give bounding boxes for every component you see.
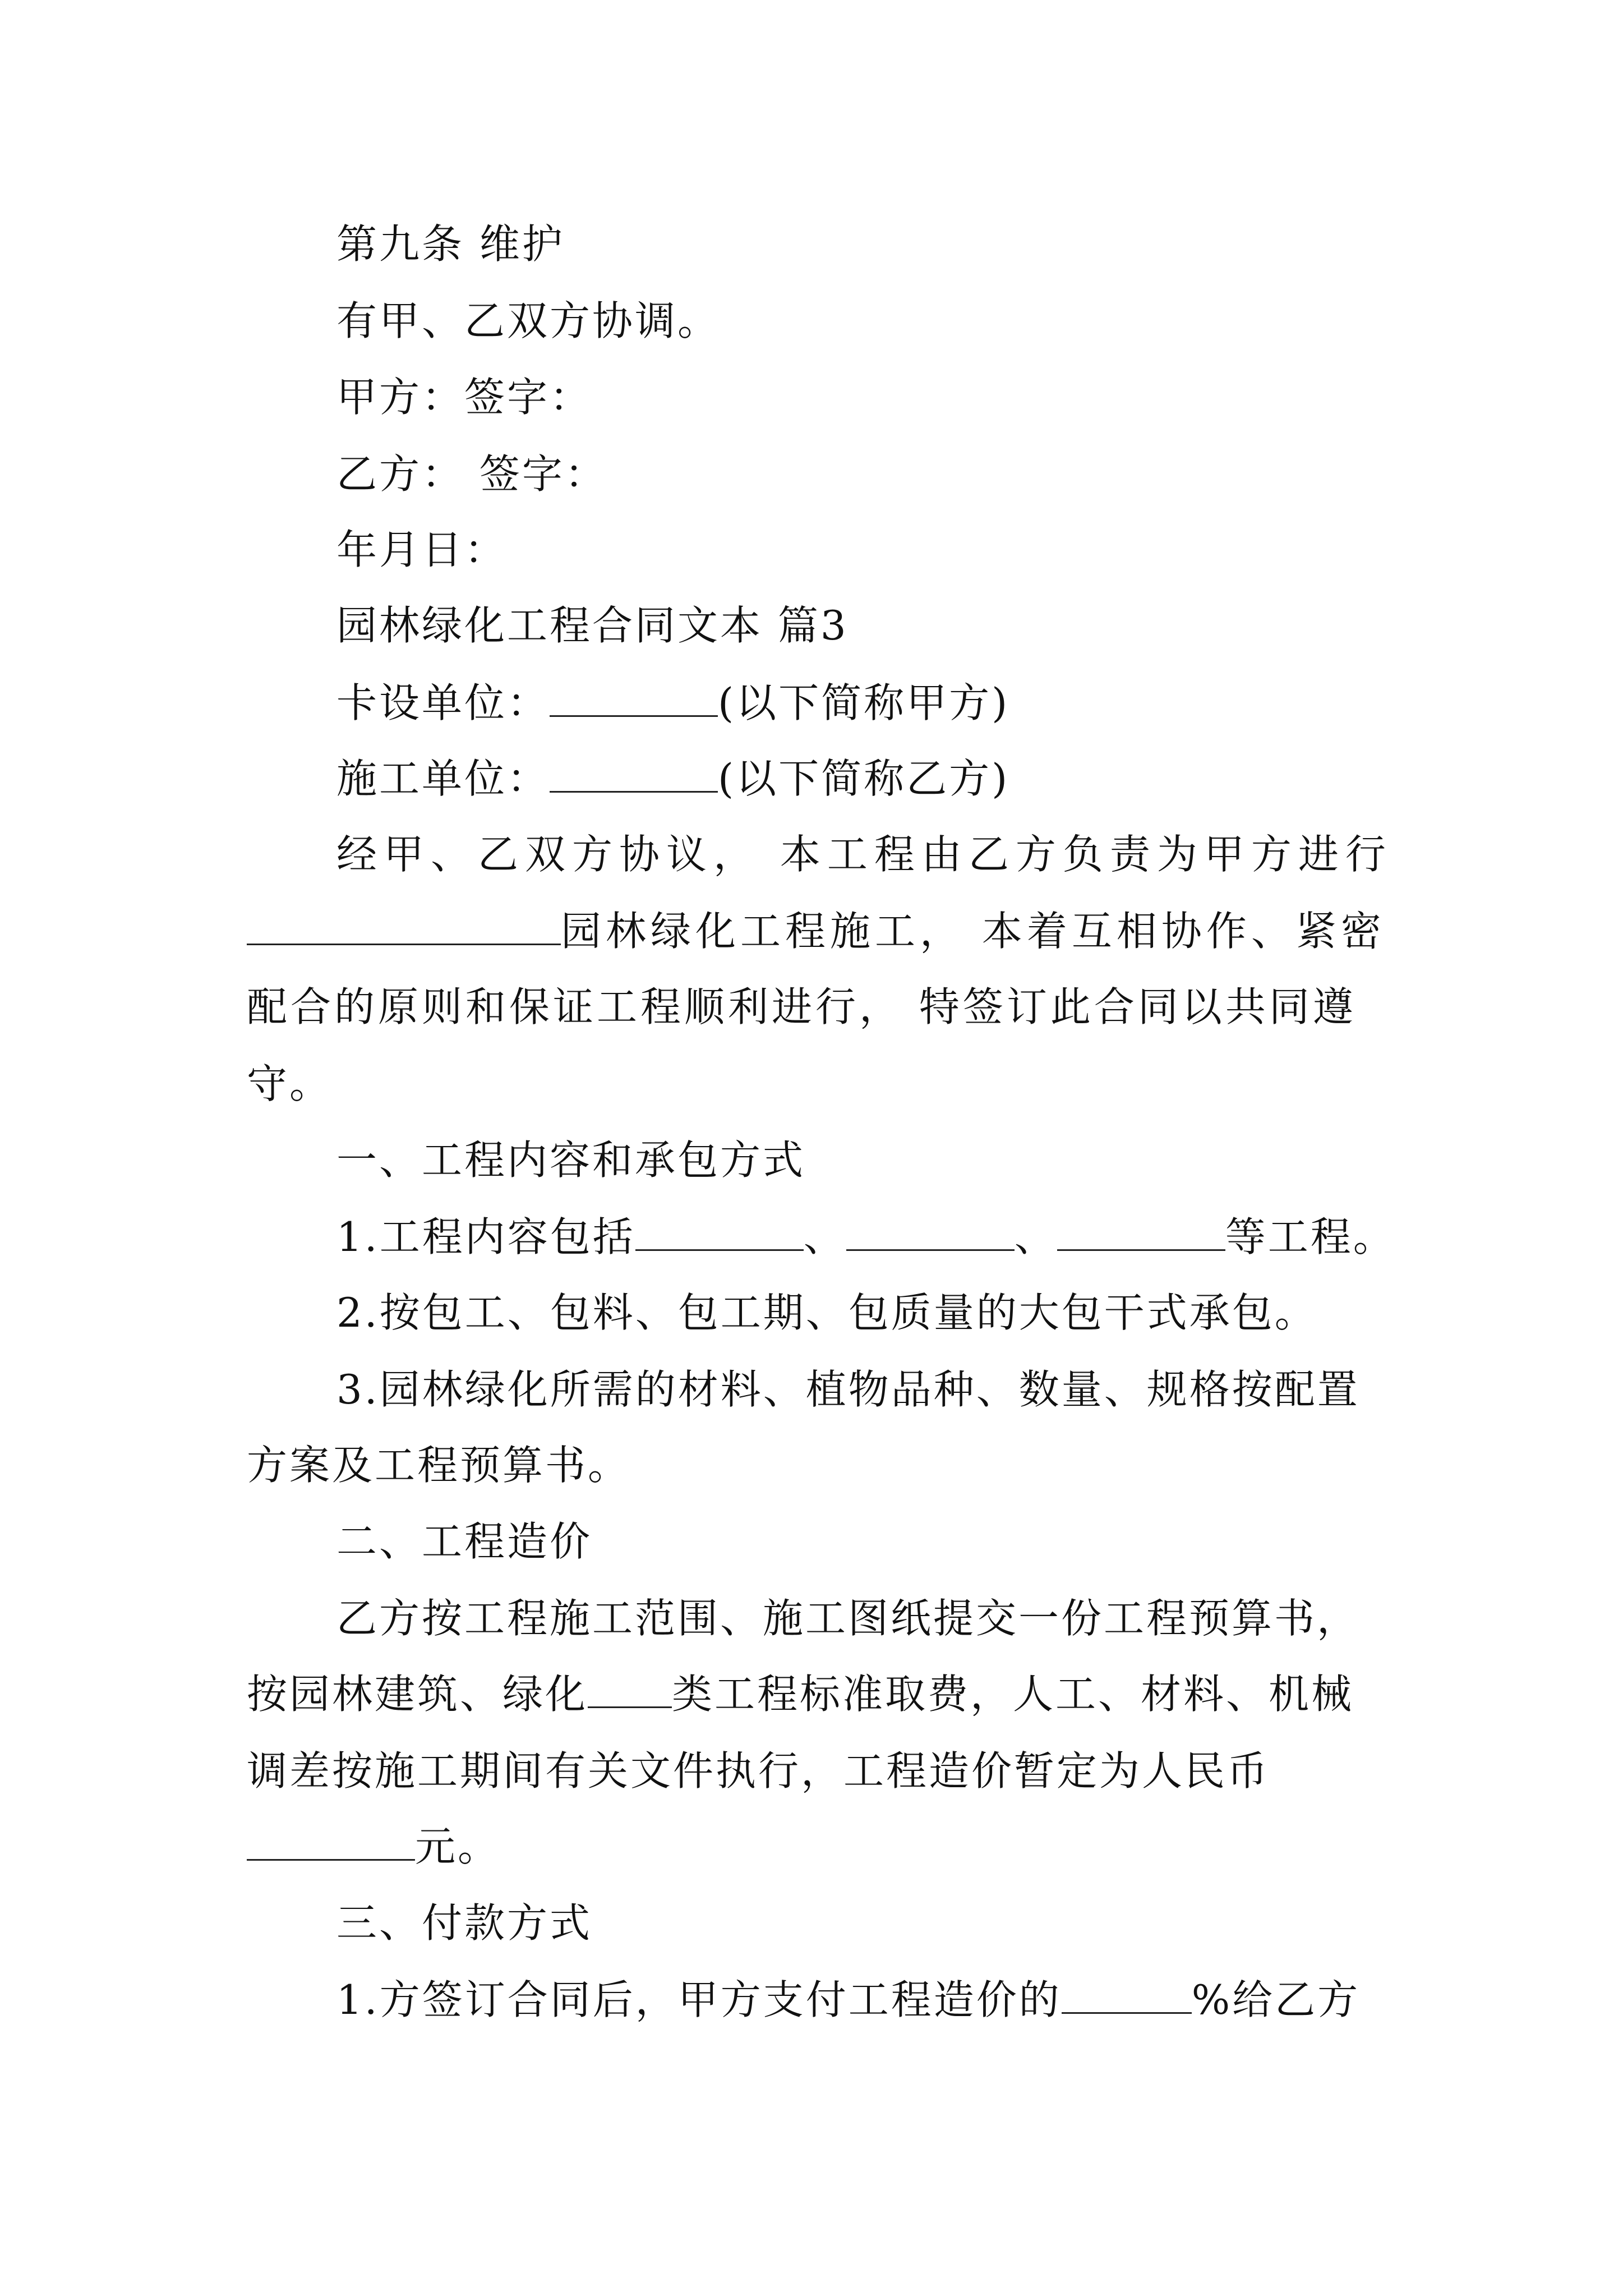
fill-in-blank — [1057, 1211, 1225, 1251]
party-b-signature-text: 乙方： 签字： — [336, 450, 607, 498]
fill-in-blank — [635, 1211, 804, 1251]
party-b-signature-line — [336, 446, 607, 502]
list-item — [336, 1972, 1360, 2028]
paragraph-line — [336, 826, 1393, 882]
paragraph-text: 配合的原则和保证工程顺利进行， 特签订此合同以共同遵 — [247, 983, 1357, 1030]
fill-in-blank — [550, 753, 718, 793]
list-item-text: 等工程。 — [1225, 1213, 1396, 1260]
paragraph-line — [247, 1819, 500, 1875]
date-text: 年月日： — [336, 526, 508, 573]
paragraph-text: 有甲、乙双方协调。 — [336, 297, 721, 344]
list-item-text: 1.工程内容包括 — [336, 1213, 635, 1260]
section-heading-text: 一、工程内容和承包方式 — [336, 1137, 806, 1184]
list-item-text: 3.园林绿化所需的材料、植物品种、数量、规格按配置 — [336, 1366, 1360, 1413]
contractor-unit-line — [336, 751, 1009, 807]
fill-in-blank — [247, 905, 561, 945]
paragraph-line — [247, 979, 1357, 1035]
section-heading-text: 三、付款方式 — [336, 1899, 593, 1947]
party-a-signature-line — [336, 369, 592, 425]
list-item — [336, 1361, 1360, 1418]
paragraph-line — [247, 1056, 332, 1112]
paragraph-text: 按园林建筑、绿化 — [247, 1671, 588, 1718]
paragraph-text: 守。 — [247, 1060, 333, 1107]
paragraph-line — [336, 1590, 1359, 1646]
section-heading-text: 二、工程造价 — [336, 1518, 593, 1565]
section-heading — [336, 1132, 805, 1188]
fill-in-blank — [550, 677, 718, 717]
contractor-unit-label: 施工单位： — [336, 755, 550, 802]
paragraph-line — [247, 1743, 1270, 1799]
fill-in-blank — [588, 1668, 672, 1708]
section-heading — [336, 1513, 592, 1570]
party-a-signature-text: 甲方：签字： — [336, 374, 593, 421]
section-title — [336, 597, 849, 654]
date-line — [336, 522, 507, 578]
list-item-text: 1.方签订合同后，甲方支付工程造价的 — [336, 1976, 1062, 2023]
fill-in-blank — [1062, 1974, 1192, 2014]
paragraph-text: 调差按施工期间有关文件执行，工程造价暂定为人民币 — [247, 1747, 1270, 1795]
section-heading — [336, 1895, 592, 1951]
section-title-text: 园林绿化工程合同文本 篇3 — [336, 602, 849, 649]
paragraph-text: 类工程标准取费，人工、材料、机械 — [672, 1671, 1354, 1718]
list-item-text: %给乙方 — [1191, 1976, 1361, 2023]
contractor-unit-note: (以下简称乙方) — [718, 755, 1010, 802]
fill-in-blank — [846, 1211, 1015, 1251]
separator: 、 — [803, 1213, 846, 1260]
fill-in-blank — [247, 1821, 415, 1861]
list-item-text: 方案及工程预算书。 — [247, 1442, 631, 1489]
construction-unit-note: (以下简称甲方) — [718, 679, 1010, 726]
construction-unit-line — [336, 675, 1009, 731]
paragraph-line — [247, 1666, 1354, 1722]
list-item-text: 2.按包工、包料、包工期、包质量的大包干式承包。 — [336, 1289, 1317, 1336]
list-item — [336, 1285, 1317, 1341]
list-item-continuation — [247, 1437, 630, 1493]
separator: 、 — [1014, 1213, 1057, 1260]
paragraph-text: 经甲、乙双方协议， 本工程由乙方负责为甲方进行 — [336, 831, 1393, 878]
construction-unit-label: 卡设单位： — [336, 679, 550, 726]
paragraph-text: 元。 — [415, 1823, 501, 1870]
paragraph-text: 乙方按工程施工范围、施工图纸提交一份工程预算书， — [336, 1595, 1360, 1642]
article-heading-text: 第九条 维护 — [336, 220, 565, 268]
paragraph-text: 园林绿化工程施工， 本着互相协作、紧密 — [561, 908, 1386, 955]
paragraph-line — [336, 293, 720, 349]
list-item — [336, 1209, 1396, 1265]
article-heading — [336, 216, 565, 272]
paragraph-line — [247, 903, 1386, 959]
